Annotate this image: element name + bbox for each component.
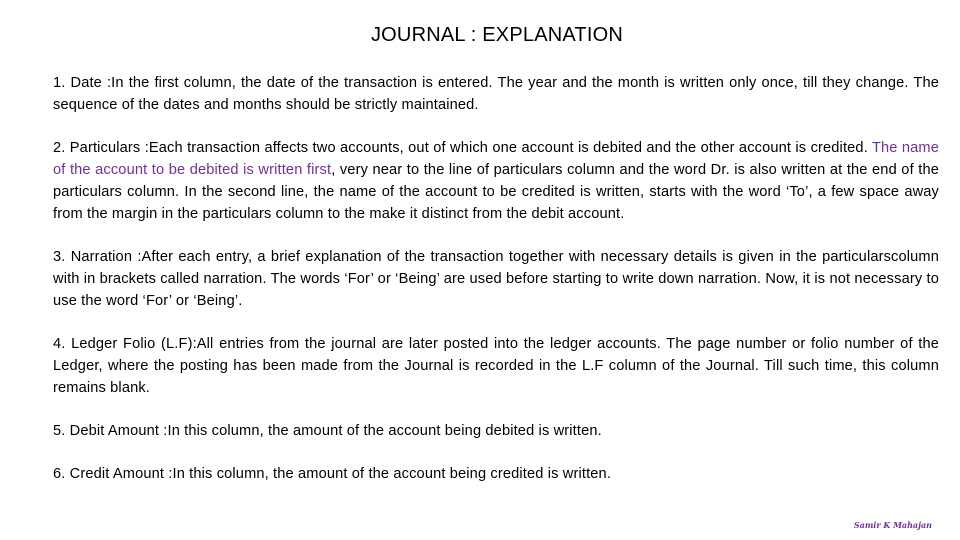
particulars-text-after: , very near to the line of particulars column and the word Dr. is also written at the end of the particulars column. In the second line, the name of the account to be credited is written, starts with the word ‘To’, a few space away from the margin in the particulars column to the make it distinct from the debit account.: [53, 162, 939, 222]
paragraph-particulars: [53, 137, 939, 225]
explanation-body: [53, 72, 939, 506]
particulars-text-before: 2. Particulars :Each transaction affects two accounts, out of which one account is debited and the other account is credited.: [53, 140, 872, 156]
page-title: JOURNAL : EXPLANATION: [370, 24, 624, 46]
particulars-highlight: The name of the account to be debited is written first: [53, 140, 939, 178]
author-signature: Samir K Mahajan: [853, 520, 932, 530]
paragraph-credit-amount: 6. Credit Amount :In this column, the amount of the account being credited is written.: [53, 466, 612, 482]
paragraph-narration: 3. Narration :After each entry, a brief explanation of the transaction together with necessary details is given in the particularscolumn with in brackets called narration. The words ‘For’ or ‘Being’ are used before starting to write down narration. Now, it is not necessary to use the word ‘For’ or ‘Being’.: [53, 249, 939, 309]
paragraph-date: 1. Date :In the first column, the date of the transaction is entered. The year and the month is written only once, till they change. The sequence of the dates and months should be strictly maintained.: [53, 75, 939, 113]
paragraph-debit-amount: 5. Debit Amount :In this column, the amount of the account being debited is written.: [53, 423, 602, 439]
paragraph-ledger-folio: 4. Ledger Folio (L.F):All entries from the journal are later posted into the ledger accounts. The page number or folio number of the Ledger, where the posting has been made from the Journal is recorded in the L.F column of the Journal. Till such time, this column remains blank.: [53, 336, 939, 396]
